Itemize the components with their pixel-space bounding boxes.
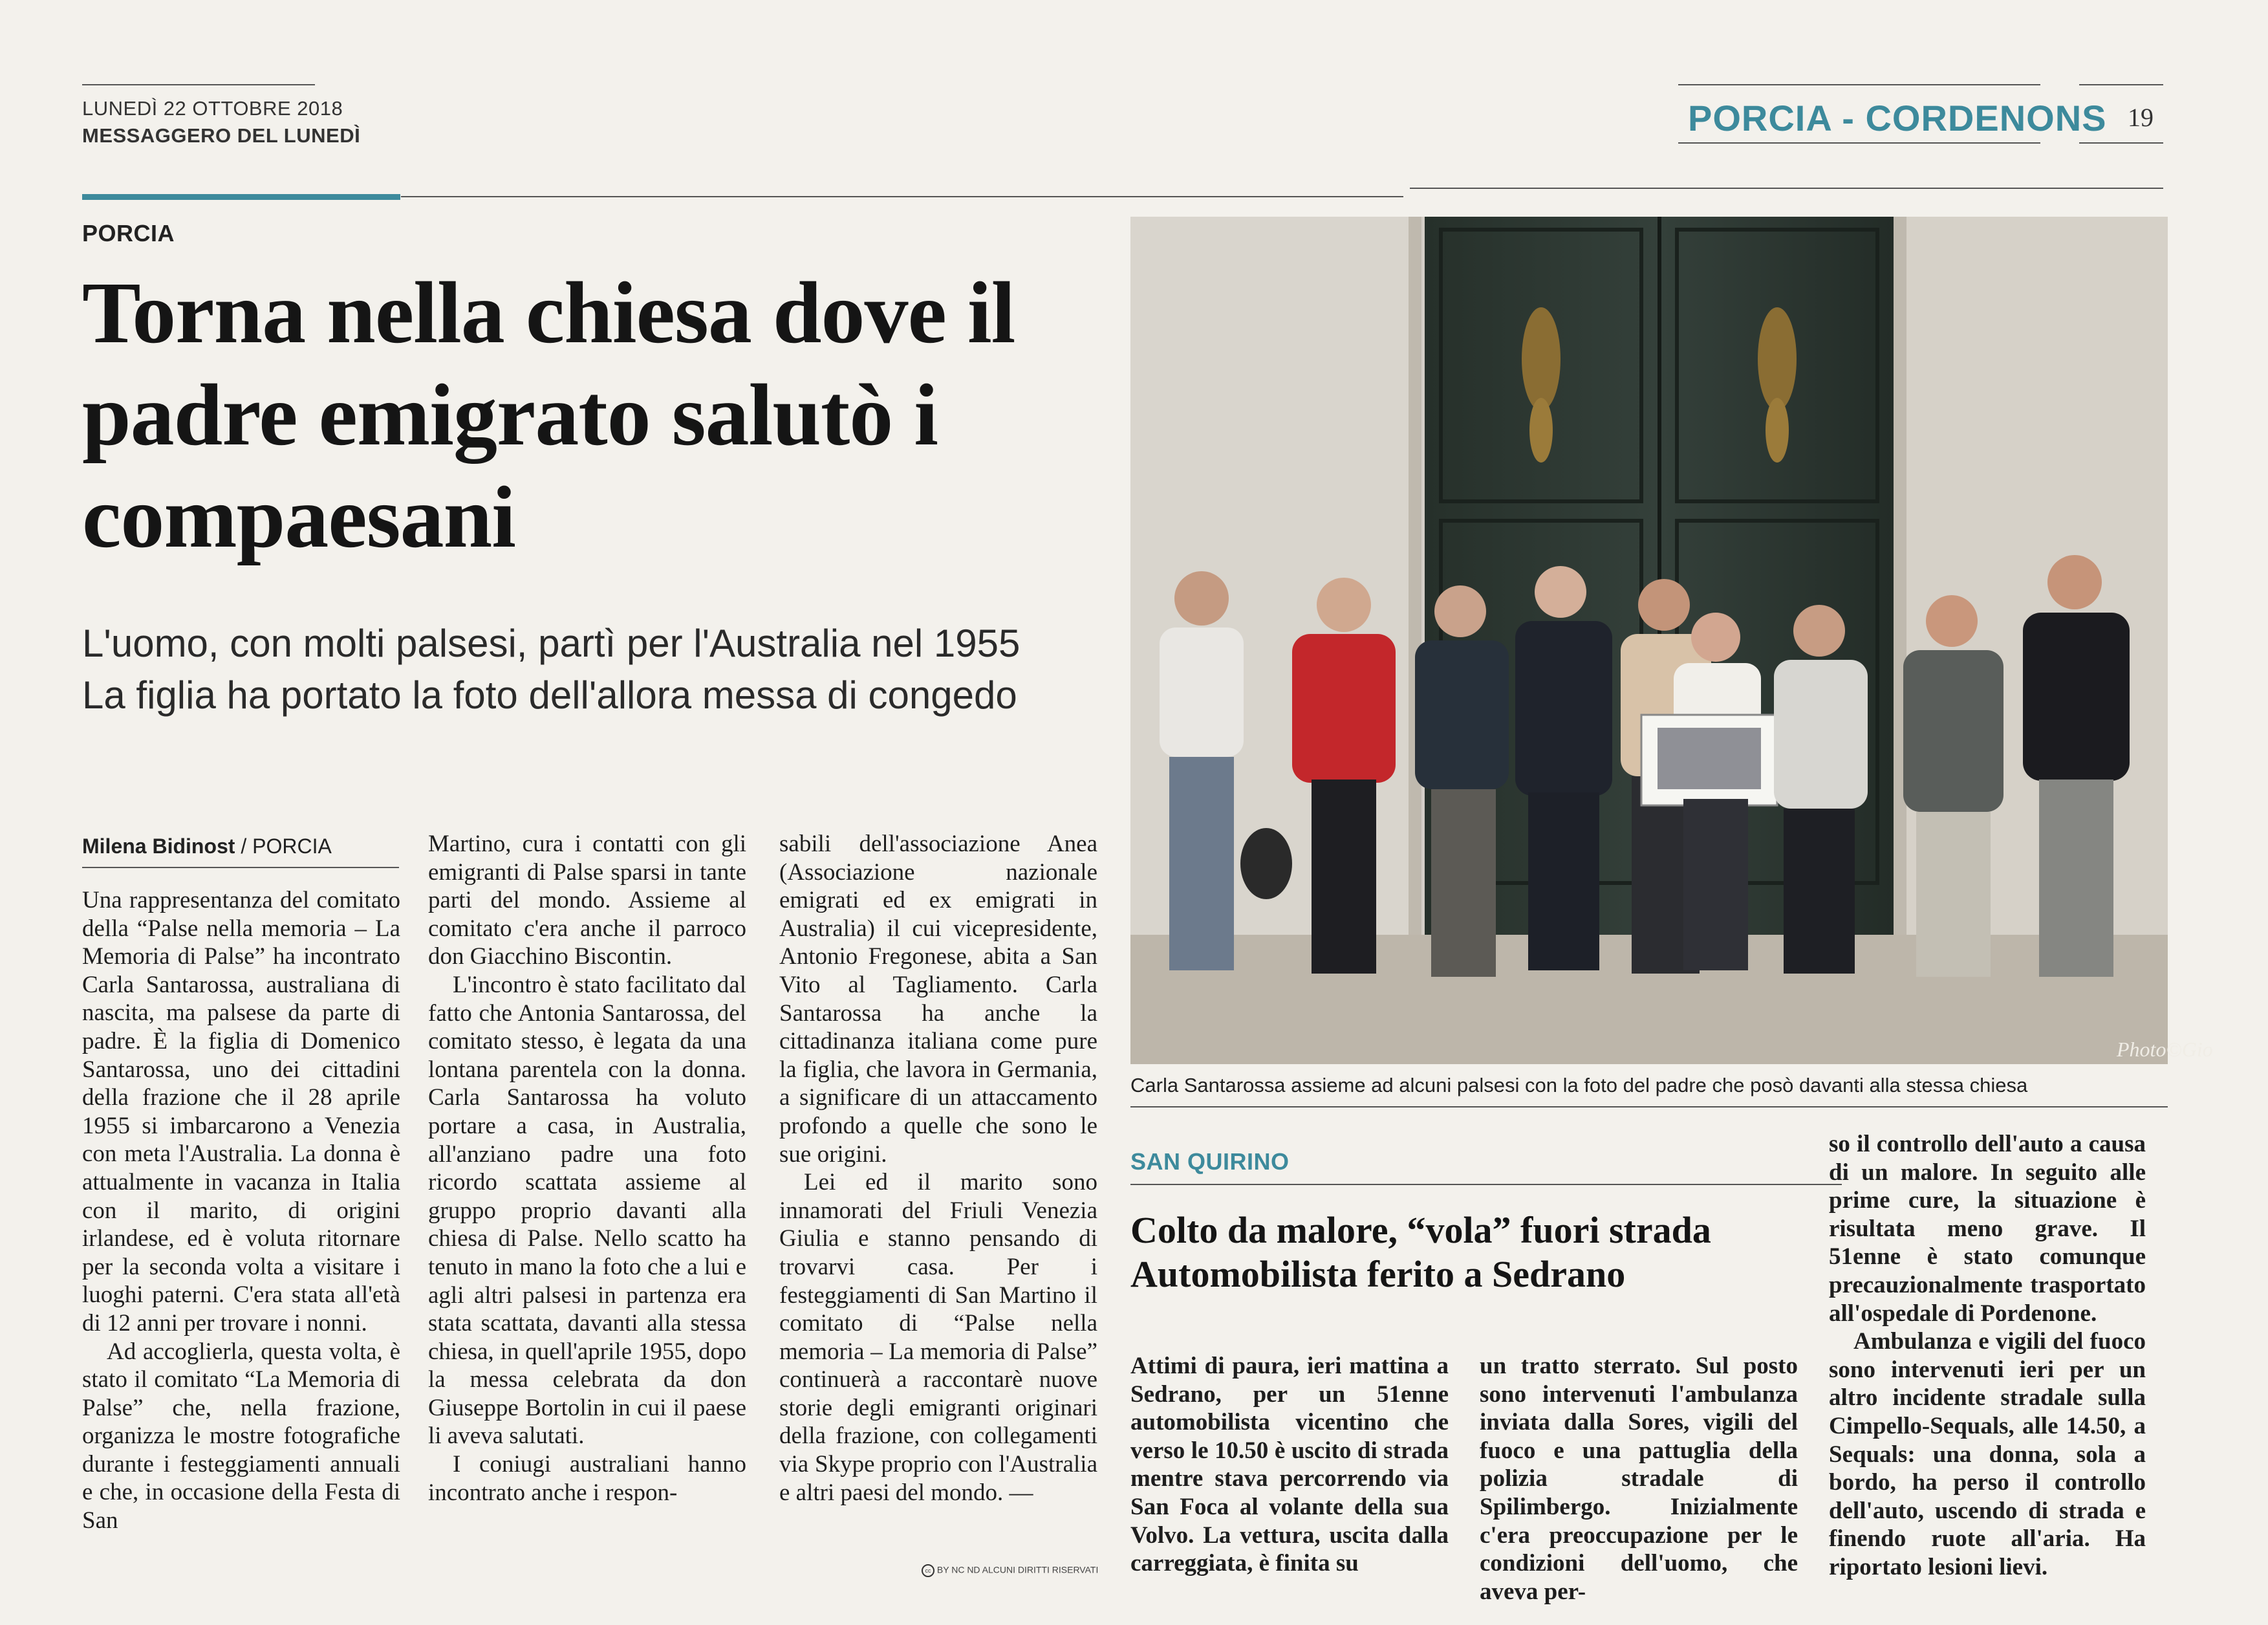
article-column-2 bbox=[428, 830, 746, 1507]
section-bottom-rule bbox=[1678, 142, 2040, 144]
paragraph: un tratto sterrato. Sul posto sono intervenuti l'ambulanza inviata dalla Sores, vigili del fuoco e una pattuglia della polizia stradale di Spilimbergo. Inizialmente c'era preoccupazione per le condizioni dell'uomo, che aveva per- bbox=[1480, 1353, 1798, 1605]
paragraph: so il controllo dell'auto a causa di un malore. In seguito alle prime cure, la situazione è risultata meno grave. Il 51enne è stato comunque precauzionalmente trasportato all'ospedale di Pordenone. bbox=[1829, 1131, 2146, 1327]
author-name: Milena Bidinost bbox=[82, 834, 235, 858]
header-top-rule bbox=[82, 84, 315, 85]
article-kicker: PORCIA bbox=[82, 220, 175, 246]
group-photo bbox=[1130, 217, 2213, 1064]
page-bottom-rule bbox=[2079, 142, 2163, 144]
page-number: 19 bbox=[2128, 103, 2154, 132]
byline-rule bbox=[82, 867, 399, 868]
accent-bar bbox=[82, 194, 400, 200]
paragraph: L'incontro è stato facilitato dal fatto che Antonia Santarossa, del comitato stesso, è legata da una lontana parentela con la donna. Carla Santarossa ha voluto portare a casa, in Australia, all'anziano padre una foto ricordo scattata assieme al gruppo proprio davanti alla chiesa di Palse. Nello scatto ha tenuto in mano la foto che a lui e agli altri palsesi in partenza era stata scattata, davanti alla stessa chiesa, in quell'aprile 1955, dopo la messa celebrata da don Giuseppe Bortolin in cui il paese li aveva salutati. bbox=[428, 971, 746, 1450]
second-column-2 bbox=[1480, 1352, 1798, 1606]
second-headline-line-2: Automobilista ferito a Sedrano bbox=[1130, 1253, 1626, 1295]
article-subhead bbox=[82, 618, 1143, 721]
license-text: BY NC ND ALCUNI DIRITTI RISERVATI bbox=[936, 1564, 1099, 1575]
paragraph: sabili dell'associazione Anea (Associazione nazionale emigrati ed ex emigrati in Australia) il cui vicepresidente, Antonio Fregonese, abita a San Vito al Tagliamento. Carla Santarossa ha anche la cittadinanza italiana come pure la figlia, che lavora in Germania, a significare di un attaccamento profondo a quelle che sono le sue origini. bbox=[779, 831, 1097, 1168]
second-column-1 bbox=[1130, 1352, 1449, 1578]
paragraph: Ad accoglierla, questa volta, è stato il comitato “La Memoria di Palse” che, nella frazione, organizza le mostre fotografiche durante i festeggiamenti annuali e che, in occasione della Festa di San bbox=[82, 1338, 400, 1534]
subhead-line-2: La figlia ha portato la foto dell'allora messa di congedo bbox=[82, 673, 1017, 717]
section-top-rule bbox=[1678, 84, 2040, 85]
article-column-1 bbox=[82, 886, 400, 1535]
article-column-3 bbox=[779, 830, 1097, 1507]
right-top-rule bbox=[1410, 188, 2163, 189]
second-kicker-rule bbox=[1130, 1184, 1842, 1185]
second-column-3 bbox=[1829, 1130, 2146, 1582]
paragraph: Martino, cura i contatti con gli emigranti di Palse sparsi in tante parti del mondo. Assieme al comitato c'era anche il parroco don Giacchino Biscontin. bbox=[428, 831, 746, 970]
photo-credit: Photo©Gio bbox=[2117, 1038, 2213, 1061]
paragraph: Una rappresentanza del comitato della “Palse nella memoria – La Memoria di Palse” ha incontrato Carla Santarossa, australiana di nascita, ma palsese da parte di padre. È la figlia di Domenico Santarossa, uno dei cittadini della frazione che il 28 aprile 1955 si imbarcarono a Venezia con meta l'Australia. La donna è attualmente in vacanza in Italia con il marito, di origini irlandese, ed è voluta ritornare per la seconda volta a visitare i luoghi paterni. C'era stata all'età di 12 anni per trovare i nonni. bbox=[82, 887, 400, 1336]
section-title: PORCIA - CORDENONS bbox=[1688, 98, 2107, 138]
paragraph: Attimi di paura, ieri mattina a Sedrano, per un 51enne automobilista vicentino che verso le 10.50 è uscito di strada mentre stava percorrendo via San Foca al volante della sua Volvo. La vettura, uscita dalla carreggiata, è finita su bbox=[1130, 1353, 1449, 1577]
second-headline-line-1: Colto da malore, “vola” fuori strada bbox=[1130, 1209, 1711, 1251]
byline bbox=[82, 834, 332, 858]
second-headline bbox=[1130, 1208, 1829, 1296]
church-door-photo bbox=[1130, 217, 2213, 1064]
photo-caption: Carla Santarossa assieme ad alcuni palsesi con la foto del padre che posò davanti alla stessa chiesa bbox=[1130, 1074, 2028, 1096]
newspaper-name: MESSAGGERO DEL LUNEDÌ bbox=[82, 124, 361, 147]
paragraph: I coniugi australiani hanno incontrato anche i respon- bbox=[428, 1451, 746, 1506]
page-top-rule bbox=[2079, 84, 2163, 85]
issue-date: LUNEDÌ 22 OTTOBRE 2018 bbox=[82, 97, 343, 120]
caption-rule bbox=[1130, 1106, 2168, 1107]
paragraph: Lei ed il marito sono innamorati del Friuli Venezia Giulia e stanno pensando di trovarvi casa. Per i festeggiamenti di San Martino il comitato di “Palse nella memoria – La memoria di Palse” continuerà a raccontarè nuove storie degli emigranti originari della frazione, con collegamenti via Skype proprio con l'Australia e altri paesi del mondo. — bbox=[779, 1169, 1097, 1506]
subhead-line-1: L'uomo, con molti palsesi, partì per l'Australia nel 1955 bbox=[82, 622, 1021, 665]
author-place: / PORCIA bbox=[241, 834, 332, 858]
license-note bbox=[922, 1564, 1098, 1577]
article-headline: Torna nella chiesa dove il padre emigrato salutò i compaesani bbox=[82, 265, 1015, 566]
main-top-rule bbox=[401, 196, 1403, 197]
second-kicker: SAN QUIRINO bbox=[1130, 1148, 1290, 1175]
creative-commons-icon: cc bbox=[922, 1564, 934, 1577]
paragraph: Ambulanza e vigili del fuoco sono intervenuti ieri per un altro incidente stradale sulla Cimpello-Sequals, alle 14.50, a Sequals: una donna, sola a bordo, ha perso il controllo dell'auto, uscendo di strada e finendo ruote all'aria. Ha riportato lesioni lievi. bbox=[1829, 1328, 2146, 1580]
